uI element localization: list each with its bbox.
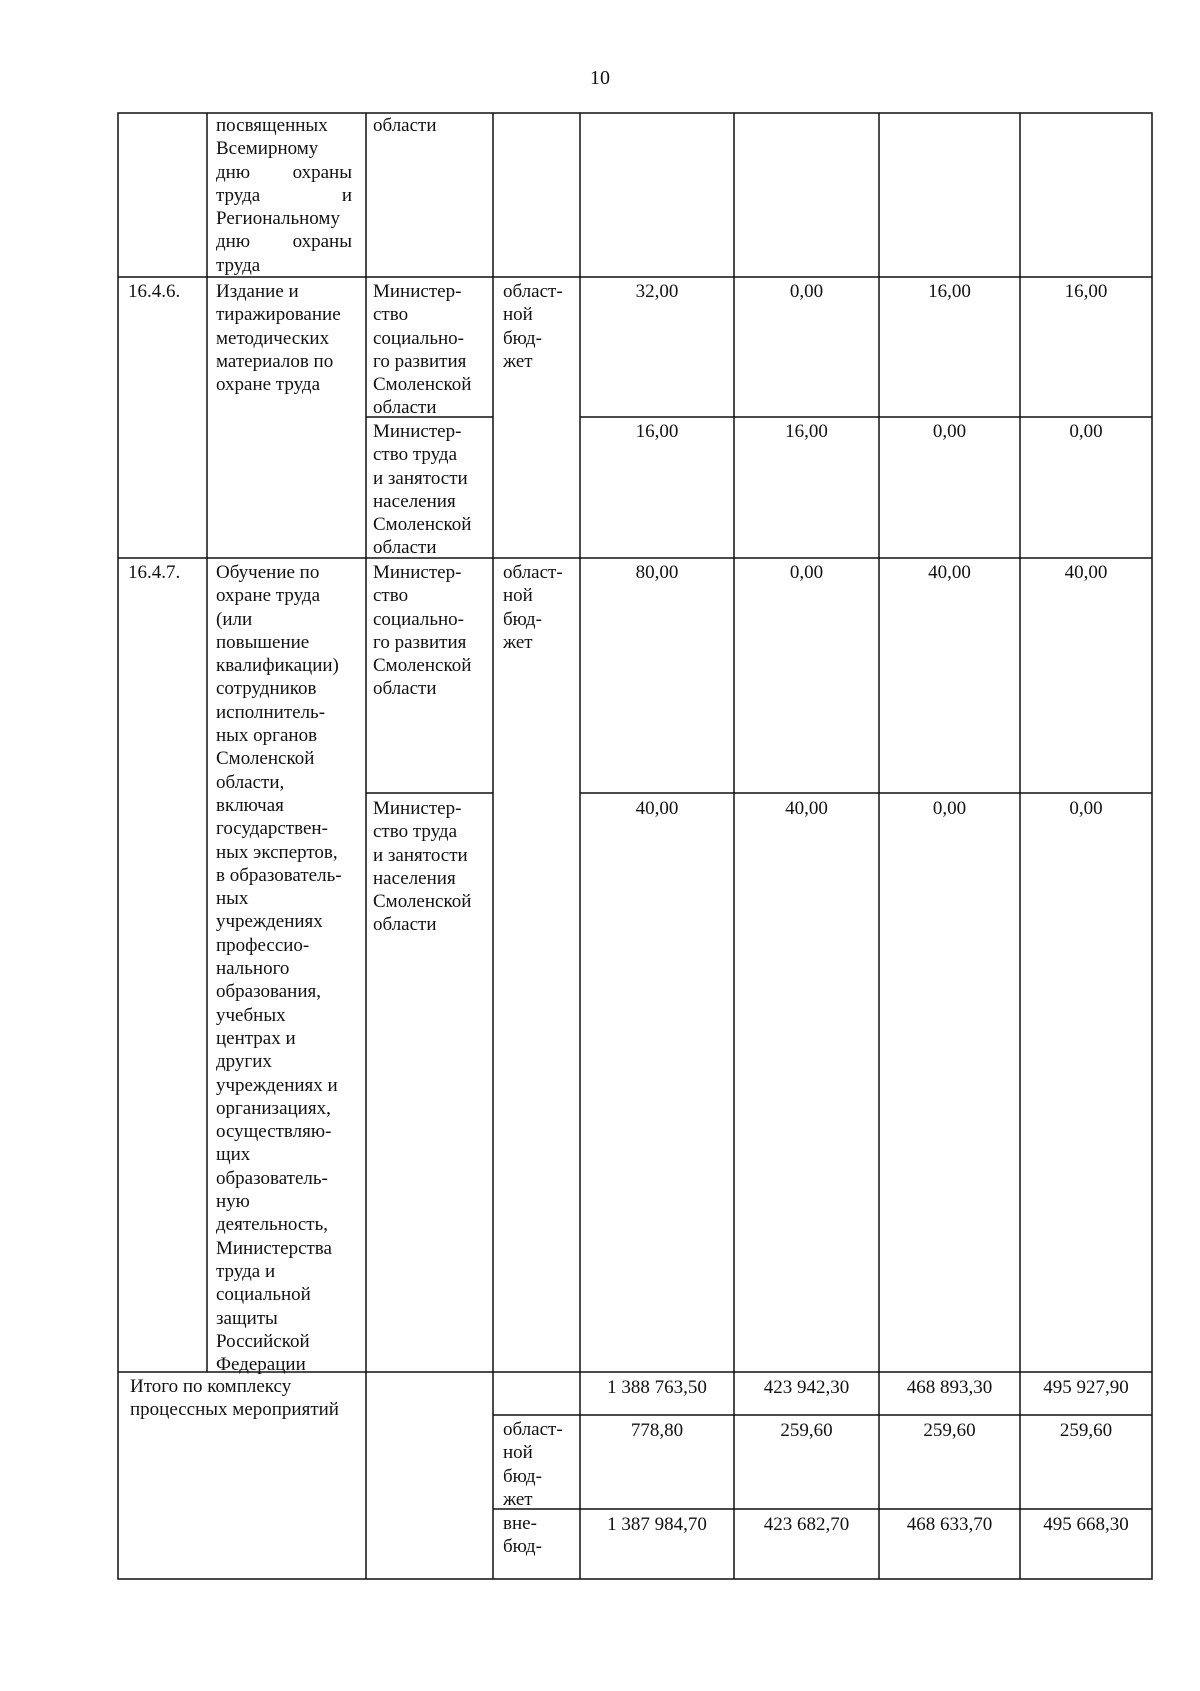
amount-year-2: 0,00	[932, 421, 967, 442]
total-label: Итого по комплексу процессных мероприятий	[130, 1376, 339, 1421]
amount-total: 16,00	[635, 421, 679, 442]
amount-total: 40,00	[635, 798, 679, 819]
amount-year-2: 0,00	[932, 798, 967, 819]
amount-year-1: 16,00	[785, 421, 828, 442]
row-code: 16.4.7.	[128, 562, 181, 583]
funding-source: област- ной бюд- жет	[503, 562, 563, 653]
amount-year-1: 0,00	[789, 281, 824, 302]
amount-total: 80,00	[635, 562, 679, 583]
total-extrabudget-year-3: 495 668,30	[1043, 1514, 1129, 1535]
total-extrabudget-year-1: 423 682,70	[763, 1514, 850, 1535]
executor: Министер- ство социально- го развития Смоленской области	[373, 562, 472, 700]
page-number: 10	[590, 67, 610, 89]
executor: Министер- ство труда и занятости населения Смоленской области	[373, 421, 472, 559]
total-year-2: 468 893,30	[906, 1377, 993, 1398]
amount-year-1: 40,00	[785, 798, 828, 819]
amount-year-2: 16,00	[928, 281, 971, 302]
total-regional-year-2: 259,60	[923, 1420, 976, 1441]
event-name: Обучение по охране труда (или повышение квалификации) сотрудников исполнитель- ных органов Смоленской области, включая государствен- ных экспертов, в образователь- ных учреждениях профессио- нального образования, учебных центрах и других учреждениях и организациях, осуществляю- щих образователь- ную деятельность, Министерства труда и социальной защиты Российской Федерации	[216, 562, 342, 1376]
total-regional-year-1: 259,60	[780, 1420, 833, 1441]
total-year-1: 423 942,30	[763, 1377, 850, 1398]
executor-cont: области	[373, 115, 437, 136]
amount-year-1: 0,00	[789, 562, 824, 583]
amount-year-3: 40,00	[1064, 562, 1108, 583]
total-regional-amount: 778,80	[630, 1420, 684, 1441]
total-regional-year-3: 259,60	[1059, 1420, 1113, 1441]
amount-year-3: 0,00	[1069, 421, 1103, 442]
total-extrabudget-amount: 1 387 984,70	[607, 1514, 707, 1535]
funding-source: област- ной бюд- жет	[503, 281, 563, 372]
event-name: Издание и тиражирование методических материалов по охране труда	[216, 281, 341, 396]
amount-year-3: 16,00	[1064, 281, 1108, 302]
executor: Министер- ство труда и занятости населения Смоленской области	[373, 798, 472, 936]
event-name-cont: посвященных Всемирному дню охраны труда и Региональному дню охраны труда	[216, 115, 352, 276]
funding-source: област- ной бюд- жет	[503, 1419, 563, 1510]
total-amount-all: 1 388 763,50	[607, 1377, 707, 1398]
amount-year-3: 0,00	[1069, 798, 1103, 819]
total-year-3: 495 927,90	[1043, 1377, 1129, 1398]
row-code: 16.4.6.	[128, 281, 181, 302]
executor: Министер- ство социально- го развития Смоленской области	[373, 281, 472, 419]
funding-source: вне- бюд-	[503, 1513, 542, 1558]
amount-year-2: 40,00	[928, 562, 971, 583]
amount-total: 32,00	[635, 281, 679, 302]
total-extrabudget-year-2: 468 633,70	[906, 1514, 993, 1535]
